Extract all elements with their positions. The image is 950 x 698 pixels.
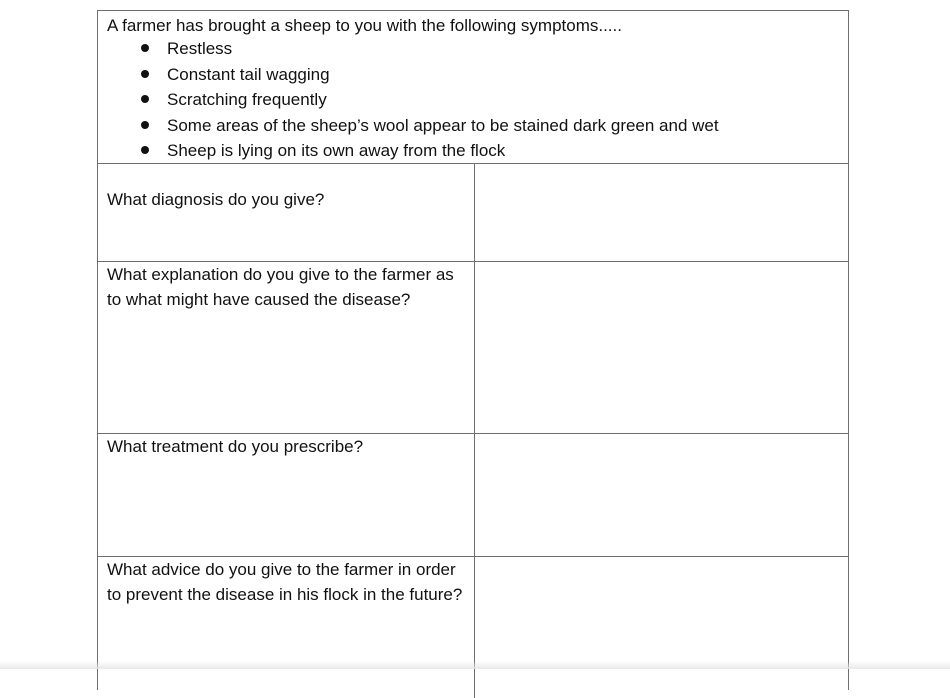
table-row bbox=[98, 434, 848, 557]
table-row bbox=[98, 557, 848, 697]
bullet-icon bbox=[141, 146, 149, 154]
symptom-text: Some areas of the sheep’s wool appear to be stained dark green and wet bbox=[167, 115, 719, 135]
list-item bbox=[98, 140, 719, 166]
bullet-icon bbox=[141, 95, 149, 103]
answer-cell-treatment[interactable] bbox=[474, 434, 849, 557]
list-item bbox=[98, 115, 719, 141]
table-row bbox=[98, 164, 848, 262]
scenario-text: A farmer has brought a sheep to you with the following symptoms..... bbox=[107, 16, 622, 35]
list-item bbox=[98, 64, 719, 90]
question-diagnosis: What diagnosis do you give? bbox=[107, 190, 325, 209]
bullet-icon bbox=[141, 44, 149, 52]
scenario-cell bbox=[98, 11, 848, 164]
symptom-list bbox=[98, 38, 719, 166]
question-explanation: What explanation do you give to the farmer as to what might have caused the disease? bbox=[107, 265, 454, 309]
list-item bbox=[98, 89, 719, 115]
symptom-text: Sheep is lying on its own away from the flock bbox=[167, 141, 506, 160]
answer-cell-advice[interactable] bbox=[474, 557, 849, 698]
table-row bbox=[98, 262, 848, 434]
bullet-icon bbox=[141, 121, 149, 129]
list-item bbox=[98, 38, 719, 64]
bullet-icon bbox=[141, 70, 149, 78]
answer-cell-diagnosis[interactable] bbox=[474, 164, 849, 262]
symptom-text: Scratching frequently bbox=[167, 90, 327, 109]
answer-cell-explanation[interactable] bbox=[474, 262, 849, 434]
question-advice: What advice do you give to the farmer in order to prevent the disease in his flock in the future? bbox=[107, 560, 463, 604]
worksheet-table bbox=[97, 10, 849, 690]
symptom-text: Restless bbox=[167, 39, 233, 58]
page-bottom-edge bbox=[0, 661, 950, 669]
question-treatment: What treatment do you prescribe? bbox=[107, 437, 364, 456]
symptom-text: Constant tail wagging bbox=[167, 64, 330, 84]
